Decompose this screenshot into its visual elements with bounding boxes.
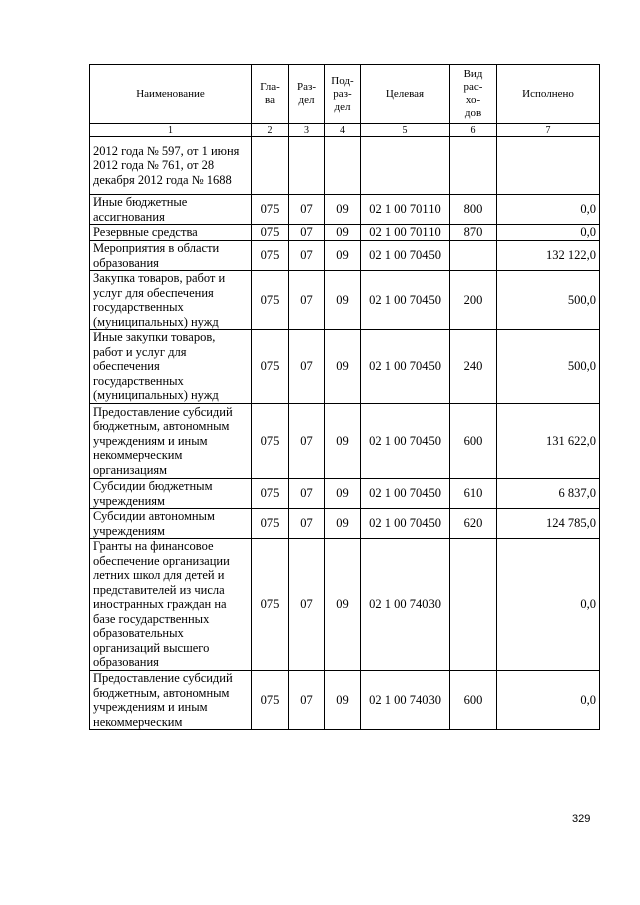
row-name: Предоставление субсидий бюджетным, автономным учреждениям и иным некоммерческим bbox=[90, 671, 252, 730]
row-podrazdel: 09 bbox=[325, 225, 361, 241]
row-glava: 075 bbox=[252, 404, 289, 479]
row-vid: 600 bbox=[450, 671, 497, 730]
row-razdel: 07 bbox=[289, 479, 325, 509]
row-name: Мероприятия в области образования bbox=[90, 241, 252, 271]
row-vid: 240 bbox=[450, 330, 497, 404]
header-razdel: Раз- дел bbox=[289, 65, 325, 124]
table-row bbox=[90, 195, 600, 225]
row-ispolneno: 124 785,0 bbox=[497, 509, 600, 539]
header-row bbox=[90, 65, 600, 124]
row-ispolneno bbox=[497, 137, 600, 195]
row-razdel: 07 bbox=[289, 539, 325, 671]
row-celevaya: 02 1 00 70450 bbox=[361, 509, 450, 539]
column-number: 6 bbox=[450, 124, 497, 137]
column-number: 4 bbox=[325, 124, 361, 137]
header-vid: Вид рас- хо- дов bbox=[450, 65, 497, 124]
row-celevaya: 02 1 00 70450 bbox=[361, 271, 450, 330]
row-podrazdel: 09 bbox=[325, 539, 361, 671]
row-celevaya: 02 1 00 74030 bbox=[361, 671, 450, 730]
row-podrazdel bbox=[325, 137, 361, 195]
row-podrazdel: 09 bbox=[325, 509, 361, 539]
row-name: Субсидии бюджетным учреждениям bbox=[90, 479, 252, 509]
row-podrazdel: 09 bbox=[325, 404, 361, 479]
column-number: 2 bbox=[252, 124, 289, 137]
table-row bbox=[90, 509, 600, 539]
row-ispolneno: 500,0 bbox=[497, 271, 600, 330]
row-name: Гранты на финансовое обеспечение организации летних школ для детей и представителей из числа иностранных граждан на базе государственных образовательных организаций высшего образования bbox=[90, 539, 252, 671]
table-row bbox=[90, 671, 600, 730]
column-number: 3 bbox=[289, 124, 325, 137]
row-ispolneno: 500,0 bbox=[497, 330, 600, 404]
row-celevaya: 02 1 00 74030 bbox=[361, 539, 450, 671]
column-number: 1 bbox=[90, 124, 252, 137]
page-number: 329 bbox=[572, 813, 591, 825]
row-ispolneno: 0,0 bbox=[497, 195, 600, 225]
row-name: Иные бюджетные ассигнования bbox=[90, 195, 252, 225]
row-razdel: 07 bbox=[289, 241, 325, 271]
row-celevaya bbox=[361, 137, 450, 195]
row-name: Субсидии автономным учреждениям bbox=[90, 509, 252, 539]
row-podrazdel: 09 bbox=[325, 330, 361, 404]
table-row bbox=[90, 225, 600, 241]
row-celevaya: 02 1 00 70450 bbox=[361, 330, 450, 404]
row-glava bbox=[252, 137, 289, 195]
row-glava: 075 bbox=[252, 479, 289, 509]
row-glava: 075 bbox=[252, 671, 289, 730]
row-razdel bbox=[289, 137, 325, 195]
table-row bbox=[90, 137, 600, 195]
column-number: 7 bbox=[497, 124, 600, 137]
row-ispolneno: 0,0 bbox=[497, 539, 600, 671]
row-ispolneno: 0,0 bbox=[497, 225, 600, 241]
row-name: Предоставление субсидий бюджетным, автономным учреждениям и иным некоммерческим организациям bbox=[90, 404, 252, 479]
row-razdel: 07 bbox=[289, 195, 325, 225]
row-celevaya: 02 1 00 70450 bbox=[361, 479, 450, 509]
table-row bbox=[90, 539, 600, 671]
row-celevaya: 02 1 00 70450 bbox=[361, 241, 450, 271]
row-podrazdel: 09 bbox=[325, 479, 361, 509]
row-vid: 870 bbox=[450, 225, 497, 241]
header-ispolneno: Исполнено bbox=[497, 65, 600, 124]
header-glava: Гла- ва bbox=[252, 65, 289, 124]
row-name: Закупка товаров, работ и услуг для обеспечения государственных (муниципальных) нужд bbox=[90, 271, 252, 330]
row-ispolneno: 132 122,0 bbox=[497, 241, 600, 271]
row-razdel: 07 bbox=[289, 330, 325, 404]
row-glava: 075 bbox=[252, 509, 289, 539]
row-razdel: 07 bbox=[289, 671, 325, 730]
row-glava: 075 bbox=[252, 330, 289, 404]
table-row bbox=[90, 404, 600, 479]
row-razdel: 07 bbox=[289, 271, 325, 330]
row-vid: 800 bbox=[450, 195, 497, 225]
table-row bbox=[90, 330, 600, 404]
row-glava: 075 bbox=[252, 539, 289, 671]
row-razdel: 07 bbox=[289, 509, 325, 539]
row-glava: 075 bbox=[252, 241, 289, 271]
row-glava: 075 bbox=[252, 225, 289, 241]
row-podrazdel: 09 bbox=[325, 241, 361, 271]
row-ispolneno: 6 837,0 bbox=[497, 479, 600, 509]
row-vid: 610 bbox=[450, 479, 497, 509]
budget-table bbox=[89, 64, 600, 730]
row-podrazdel: 09 bbox=[325, 671, 361, 730]
row-vid: 600 bbox=[450, 404, 497, 479]
header-podrazdel: Под- раз- дел bbox=[325, 65, 361, 124]
column-number: 5 bbox=[361, 124, 450, 137]
header-celevaya: Целевая bbox=[361, 65, 450, 124]
row-ispolneno: 131 622,0 bbox=[497, 404, 600, 479]
row-razdel: 07 bbox=[289, 404, 325, 479]
row-vid bbox=[450, 137, 497, 195]
row-glava: 075 bbox=[252, 271, 289, 330]
table-row bbox=[90, 479, 600, 509]
table-row bbox=[90, 271, 600, 330]
row-razdel: 07 bbox=[289, 225, 325, 241]
row-celevaya: 02 1 00 70110 bbox=[361, 225, 450, 241]
row-name: Иные закупки товаров, работ и услуг для обеспечения государственных (муниципальных) нужд bbox=[90, 330, 252, 404]
row-podrazdel: 09 bbox=[325, 271, 361, 330]
table-row bbox=[90, 241, 600, 271]
row-vid: 200 bbox=[450, 271, 497, 330]
row-celevaya: 02 1 00 70450 bbox=[361, 404, 450, 479]
header-name: Наименование bbox=[90, 65, 252, 124]
row-vid: 620 bbox=[450, 509, 497, 539]
row-glava: 075 bbox=[252, 195, 289, 225]
column-number-row bbox=[90, 124, 600, 137]
row-vid bbox=[450, 241, 497, 271]
row-vid bbox=[450, 539, 497, 671]
row-name: 2012 года № 597, от 1 июня 2012 года № 761, от 28 декабря 2012 года № 1688 bbox=[90, 137, 252, 195]
row-ispolneno: 0,0 bbox=[497, 671, 600, 730]
row-celevaya: 02 1 00 70110 bbox=[361, 195, 450, 225]
row-podrazdel: 09 bbox=[325, 195, 361, 225]
row-name: Резервные средства bbox=[90, 225, 252, 241]
